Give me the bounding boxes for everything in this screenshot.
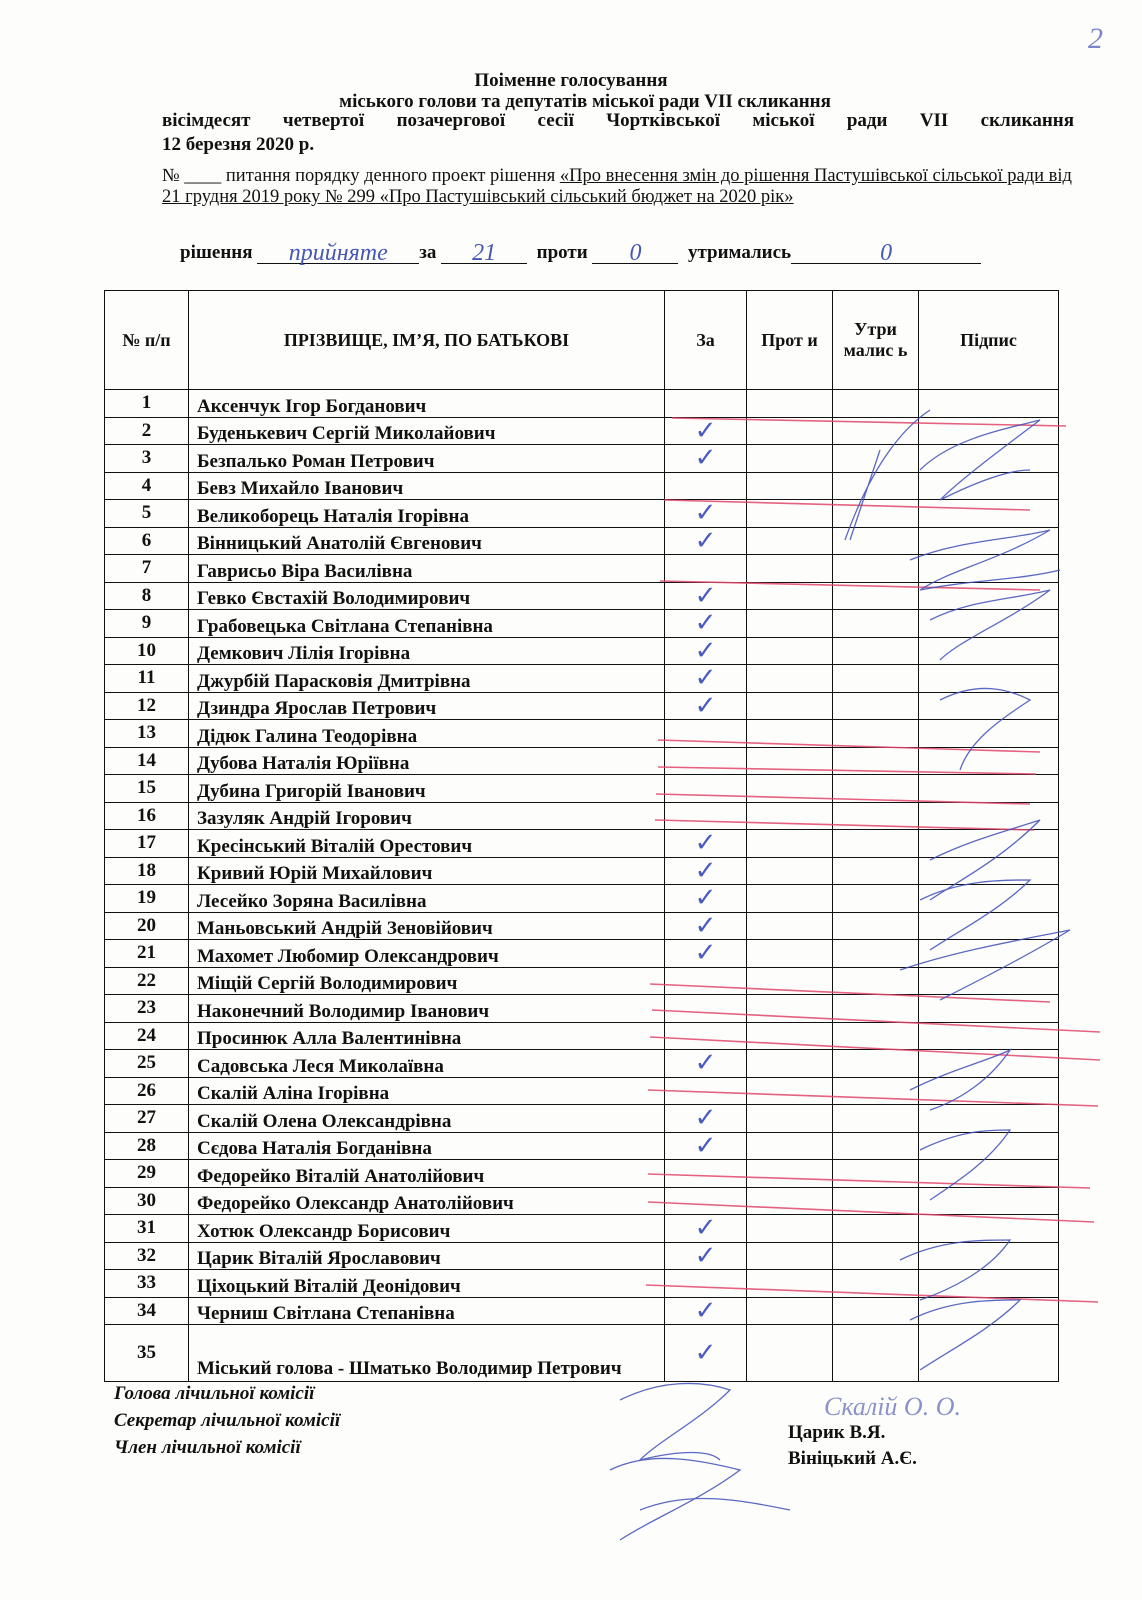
deputy-name: Наконечний Володимир Іванович	[189, 995, 665, 1023]
vote-for-cell: ✓	[665, 665, 747, 693]
header-against: Прот и	[747, 291, 833, 390]
deputy-name: Аксенчук Ігор Богданович	[189, 390, 665, 418]
strike-lines	[646, 418, 1100, 1302]
row-number: 2	[105, 417, 189, 445]
row-number: 23	[105, 995, 189, 1023]
vote-for-cell: ✓	[665, 1132, 747, 1160]
deputy-name: Скалій Олена Олександрівна	[189, 1105, 665, 1133]
row-number: 18	[105, 857, 189, 885]
session-line: вісімдесят четвертої позачергової сесії Чортківської міської ради VII скликання	[162, 110, 1074, 131]
vote-for-cell: ✓	[665, 1242, 747, 1270]
vote-for-cell: ✓	[665, 692, 747, 720]
deputy-name: Міський голова - Шматько Володимир Петрович	[189, 1325, 665, 1382]
row-number: 16	[105, 802, 189, 830]
commission-names	[788, 1420, 917, 1472]
deputy-name: Просинюк Алла Валентинівна	[189, 1022, 665, 1050]
vote-for-cell: ✓	[665, 1050, 747, 1078]
row-number: 17	[105, 830, 189, 858]
commission-chair: Голова лічильної комісії	[114, 1383, 315, 1404]
row-number: 21	[105, 940, 189, 968]
deputy-name: Дубова Наталія Юріївна	[189, 747, 665, 775]
row-number: 33	[105, 1270, 189, 1298]
row-number: 13	[105, 720, 189, 748]
deputy-name: Махомет Любомир Олександрович	[189, 940, 665, 968]
row-number: 14	[105, 747, 189, 775]
vote-for-cell: ✓	[665, 637, 747, 665]
deputy-name: Буденькевич Сергій Миколайович	[189, 417, 665, 445]
deputy-name: Великоборець Наталія Ігорівна	[189, 500, 665, 528]
vote-for-cell: ✓	[665, 857, 747, 885]
deputy-name: Дзиндра Ярослав Петрович	[189, 692, 665, 720]
row-number: 26	[105, 1077, 189, 1105]
for-label: за	[419, 242, 437, 263]
deputy-name: Садовська Леся Миколаївна	[189, 1050, 665, 1078]
deputy-name: Міщій Сергій Володимирович	[189, 967, 665, 995]
abstain-label: утримались	[687, 242, 792, 263]
for-count: 21	[441, 243, 527, 264]
deputy-name: Дідюк Галина Теодорівна	[189, 720, 665, 748]
signature-scribbles	[610, 410, 1070, 1540]
vote-for-cell: ✓	[665, 1297, 747, 1325]
against-count: 0	[592, 243, 678, 264]
deputy-name: Федорейко Олександр Анатолійович	[189, 1187, 665, 1215]
header-for: За	[665, 291, 747, 390]
vote-for-cell: ✓	[665, 445, 747, 473]
vote-for-cell: ✓	[665, 830, 747, 858]
vote-for-cell: ✓	[665, 582, 747, 610]
agenda-item-prefix: № ____ питання порядку денного проект рішення	[162, 166, 560, 186]
row-number: 8	[105, 582, 189, 610]
secretary-name: Царик В.Я.	[788, 1422, 886, 1443]
deputy-name: Скалій Аліна Ігорівна	[189, 1077, 665, 1105]
vote-for-cell: ✓	[665, 500, 747, 528]
member-name: Вініцький А.Є.	[788, 1448, 917, 1469]
row-number: 9	[105, 610, 189, 638]
deputy-name: Хотюк Олександр Борисович	[189, 1215, 665, 1243]
deputy-name: Безпалько Роман Петрович	[189, 445, 665, 473]
header-abstain: Утри малис ь	[833, 291, 919, 390]
deputy-name: Маньовський Андрій Зеновійович	[189, 912, 665, 940]
row-number: 25	[105, 1050, 189, 1078]
header-signature: Підпис	[919, 291, 1059, 390]
deputy-name: Царик Віталій Ярославович	[189, 1242, 665, 1270]
chair-handwritten-name: Скалій О. О.	[824, 1392, 961, 1421]
deputy-name: Федорейко Віталій Анатолійович	[189, 1160, 665, 1188]
abstain-count: 0	[791, 243, 981, 264]
row-number: 27	[105, 1105, 189, 1133]
commission-member: Член лічильної комісії	[114, 1437, 301, 1458]
row-number: 15	[105, 775, 189, 803]
deputy-name: Гаврисьо Віра Василівна	[189, 555, 665, 583]
row-number: 6	[105, 527, 189, 555]
deputy-name: Сєдова Наталія Богданівна	[189, 1132, 665, 1160]
vote-for-cell: ✓	[665, 1215, 747, 1243]
row-number: 28	[105, 1132, 189, 1160]
row-number: 19	[105, 885, 189, 913]
session-date: 12 березня 2020 р.	[162, 134, 315, 155]
vote-for-cell: ✓	[665, 1105, 747, 1133]
header-num: № п/п	[105, 291, 189, 390]
row-number: 3	[105, 445, 189, 473]
header-name: ПРІЗВИЩЕ, ІМ’Я, ПО БАТЬКОВІ	[189, 291, 665, 390]
row-number: 24	[105, 1022, 189, 1050]
vote-for-cell: ✓	[665, 527, 747, 555]
deputy-name: Кресінський Віталій Орестович	[189, 830, 665, 858]
vote-for-cell: ✓	[665, 912, 747, 940]
commission-block	[114, 1380, 340, 1461]
vote-for-cell: ✓	[665, 610, 747, 638]
page-number: 2	[1088, 22, 1103, 55]
against-label: проти	[536, 242, 588, 263]
deputy-name: Джурбій Парасковія Дмитрівна	[189, 665, 665, 693]
deputy-name: Вінницький Анатолій Євгенович	[189, 527, 665, 555]
doc-subtitle: міського голови та депутатів міської ради VII скликання	[339, 91, 831, 112]
row-number: 35	[105, 1325, 189, 1382]
vote-for-cell: ✓	[665, 417, 747, 445]
vote-for-cell: ✓	[665, 1325, 747, 1382]
agenda-item-title: «Про внесення змін до рішення Пастушівської сільської ради від 21 грудня 2019 року № 299 «Про Пастушівський сільський бюджет на 2020 рік»	[162, 166, 1072, 207]
deputy-name: Грабовецька Світлана Степанівна	[189, 610, 665, 638]
row-number: 31	[105, 1215, 189, 1243]
row-number: 7	[105, 555, 189, 583]
deputy-name: Демкович Лілія Ігорівна	[189, 637, 665, 665]
deputy-name: Дубина Григорій Іванович	[189, 775, 665, 803]
deputy-name: Кривий Юрій Михайлович	[189, 857, 665, 885]
row-number: 11	[105, 665, 189, 693]
vote-for-cell: ✓	[665, 940, 747, 968]
deputy-name: Ціхоцький Віталій Деонідович	[189, 1270, 665, 1298]
row-number: 29	[105, 1160, 189, 1188]
deputy-name: Бевз Михайло Іванович	[189, 472, 665, 500]
decision-value: прийняте	[257, 243, 419, 264]
commission-secretary: Секретар лічильної комісії	[114, 1410, 341, 1431]
row-number: 30	[105, 1187, 189, 1215]
row-number: 34	[105, 1297, 189, 1325]
deputy-name: Черниш Світлана Степанівна	[189, 1297, 665, 1325]
deputy-name: Зазуляк Андрій Ігорович	[189, 802, 665, 830]
row-number: 20	[105, 912, 189, 940]
doc-title: Поіменне голосування	[474, 70, 668, 91]
row-number: 5	[105, 500, 189, 528]
decision-label: рішення	[180, 242, 253, 263]
row-number: 32	[105, 1242, 189, 1270]
row-number: 4	[105, 472, 189, 500]
row-number: 12	[105, 692, 189, 720]
row-number: 1	[105, 390, 189, 418]
deputy-name: Гевко Євстахій Володимирович	[189, 582, 665, 610]
vote-for-cell: ✓	[665, 885, 747, 913]
deputy-name: Лесейко Зоряна Василівна	[189, 885, 665, 913]
row-number: 10	[105, 637, 189, 665]
row-number: 22	[105, 967, 189, 995]
